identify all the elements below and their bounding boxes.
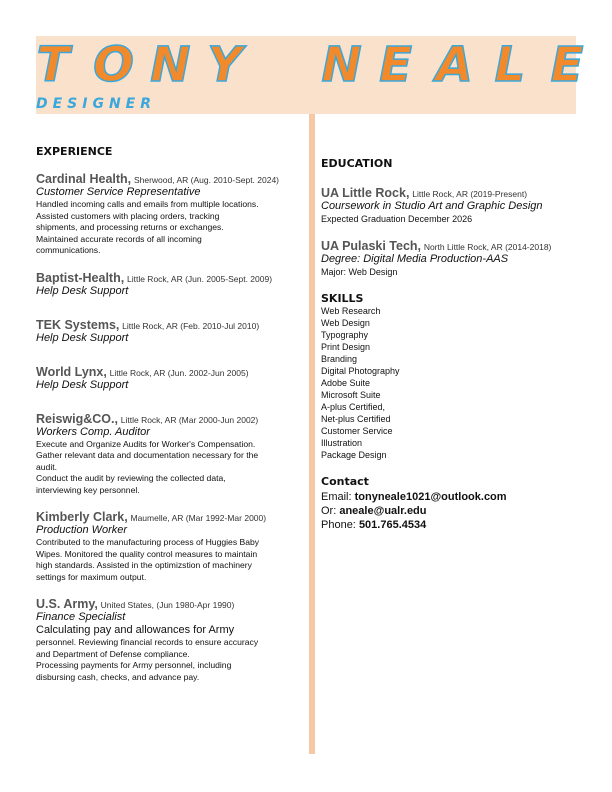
job-meta: Little Rock, AR (Mar 2000-Jun 2002): [120, 414, 259, 425]
desc-line: Gather relevant data and documentation necessary for the: [36, 450, 259, 460]
school-meta: North Little Rock, AR (2014-2018): [423, 242, 552, 252]
experience-heading: EXPERIENCE: [36, 145, 113, 158]
job-company: World Lynx,: [36, 364, 107, 379]
skill-item: Digital Photography: [321, 366, 400, 376]
desc-line: personnel. Reviewing financial records to ensure accuracy: [36, 637, 259, 647]
job-company: Baptist-Health,: [36, 270, 125, 285]
desc-line: and Department of Defense compliance.: [36, 648, 190, 659]
desc-line: interviewing key personnel.: [36, 484, 140, 495]
name-letter: L: [494, 37, 526, 93]
name-letter: Y: [207, 37, 243, 93]
job-description: [36, 199, 308, 257]
job-entry: [36, 597, 308, 683]
skills-list: [321, 305, 581, 461]
job-role: Help Desk Support: [36, 331, 129, 344]
phone-value[interactable]: 501.765.4534: [358, 519, 427, 531]
skill-item: Branding: [321, 354, 358, 364]
job-meta: Sherwood, AR (Aug. 2010-Sept. 2024): [133, 175, 280, 185]
name-letter: O: [93, 37, 134, 93]
job-role: Help Desk Support: [36, 284, 129, 297]
program-name: Degree: Digital Media Production-AAS: [321, 253, 509, 265]
job-role: Workers Comp. Auditor: [36, 425, 150, 438]
program-note: Expected Graduation December 2026: [321, 214, 473, 224]
desc-line: Handled incoming calls and emails from multiple locations.: [36, 199, 259, 209]
job-entry: [36, 365, 308, 392]
contact-email: [321, 490, 581, 504]
job-role: Production Worker: [36, 524, 128, 536]
desc-line: Maintained accurate records of all incoming: [36, 233, 202, 244]
program-note: Major: Web Design: [321, 267, 398, 277]
job-role: Customer Service Representative: [36, 186, 201, 198]
name-letter: E: [379, 37, 413, 93]
school-name: UA Pulaski Tech,: [321, 239, 422, 253]
desc-line: Execute and Organize Audits for Worker's Compensation.: [36, 438, 256, 449]
desc-line: audit.: [36, 461, 58, 472]
skill-item: Microsoft Suite: [321, 390, 381, 400]
skills-heading: SKILLS: [321, 292, 364, 305]
job-company: U.S. Army,: [36, 597, 98, 611]
skill-item: Net-plus Certified: [321, 414, 391, 424]
contact-heading: Contact: [321, 475, 369, 488]
job-entry: [36, 318, 308, 345]
email-label: Email:: [321, 491, 352, 503]
name-letter: E: [550, 37, 584, 93]
job-company: Cardinal Health,: [36, 172, 132, 186]
contact-alt-email: [321, 504, 581, 518]
skill-item: Web Design: [321, 318, 370, 328]
contact-phone: [321, 518, 581, 532]
skill-item: Illustration: [321, 438, 363, 448]
skill-item: Customer Service: [321, 426, 393, 436]
skill-item: Typography: [321, 330, 369, 340]
job-description: [36, 537, 308, 583]
job-meta: Little Rock, AR (Jun. 2002-Jun 2005): [109, 367, 249, 378]
name-letter: [264, 34, 298, 96]
job-meta: United States, (Jun 1980-Apr 1990): [100, 600, 235, 610]
skill-item: Adobe Suite: [321, 378, 371, 388]
name-letter: N: [321, 37, 362, 93]
job-description: [36, 637, 308, 683]
job-role: Finance Specialist: [36, 611, 126, 623]
skill-item: Package Design: [321, 450, 387, 460]
alt-email-label: Or:: [321, 505, 337, 517]
name-letter: T: [36, 37, 70, 93]
desc-line: Contributed to the manufacturing process of Huggies Baby: [36, 537, 260, 547]
job-entry: [36, 412, 308, 497]
desc-line: settings for maximum output.: [36, 571, 147, 582]
column-divider: [309, 114, 315, 754]
education-entry: [321, 239, 581, 279]
phone-label: Phone:: [321, 519, 356, 531]
desc-line: Processing payments for Army personnel, including: [36, 660, 232, 670]
resume-name: [36, 34, 584, 96]
skill-item: Print Design: [321, 342, 371, 352]
skill-item: A-plus Certified,: [321, 402, 386, 412]
job-role: Help Desk Support: [36, 378, 129, 391]
school-meta: Little Rock, AR (2019-Present): [412, 189, 528, 199]
education-entry: [321, 186, 581, 226]
desc-line: high standards. Assisted in the optimizstion of machinery: [36, 560, 252, 570]
skill-item: Web Research: [321, 306, 381, 316]
experience-section: [36, 145, 308, 697]
alt-email-value[interactable]: aneale@ualr.edu: [339, 505, 427, 517]
job-meta: Little Rock, AR (Feb. 2010-Jul 2010): [122, 320, 260, 331]
desc-line: disbursing cash, checks, and advance pay.: [36, 671, 200, 682]
school-name: UA Little Rock,: [321, 186, 410, 200]
right-column: [321, 157, 581, 532]
job-description: [36, 439, 308, 497]
desc-line: Assisted customers with placing orders, tracking: [36, 210, 220, 221]
desc-line: communications.: [36, 245, 101, 255]
job-entry: [36, 510, 308, 583]
desc-line: Calculating pay and allowances for Army: [36, 624, 235, 636]
resume-title: DESIGNER: [36, 96, 157, 112]
job-entry: [36, 271, 308, 298]
job-entry: [36, 172, 308, 257]
name-letter: N: [150, 37, 191, 93]
name-letter: A: [435, 37, 473, 93]
email-value[interactable]: tonyneale1021@outlook.com: [354, 491, 507, 503]
desc-line: Wipes. Monitored the quality control measures to maintain: [36, 548, 258, 559]
job-company: Kimberly Clark,: [36, 510, 128, 524]
education-heading: EDUCATION: [321, 157, 393, 170]
job-meta: Little Rock, AR (Jun. 2005-Sept. 2009): [126, 273, 273, 284]
job-meta: Maumelle, AR (Mar 1992-Mar 2000): [130, 513, 267, 523]
job-company: Reiswig&CO.,: [36, 411, 118, 426]
program-name: Coursework in Studio Art and Graphic Design: [321, 200, 543, 212]
job-company: TEK Systems,: [36, 317, 120, 332]
desc-line: Conduct the audit by reviewing the collected data,: [36, 473, 226, 483]
desc-line: shipments, and processing returns or exchanges.: [36, 222, 224, 232]
